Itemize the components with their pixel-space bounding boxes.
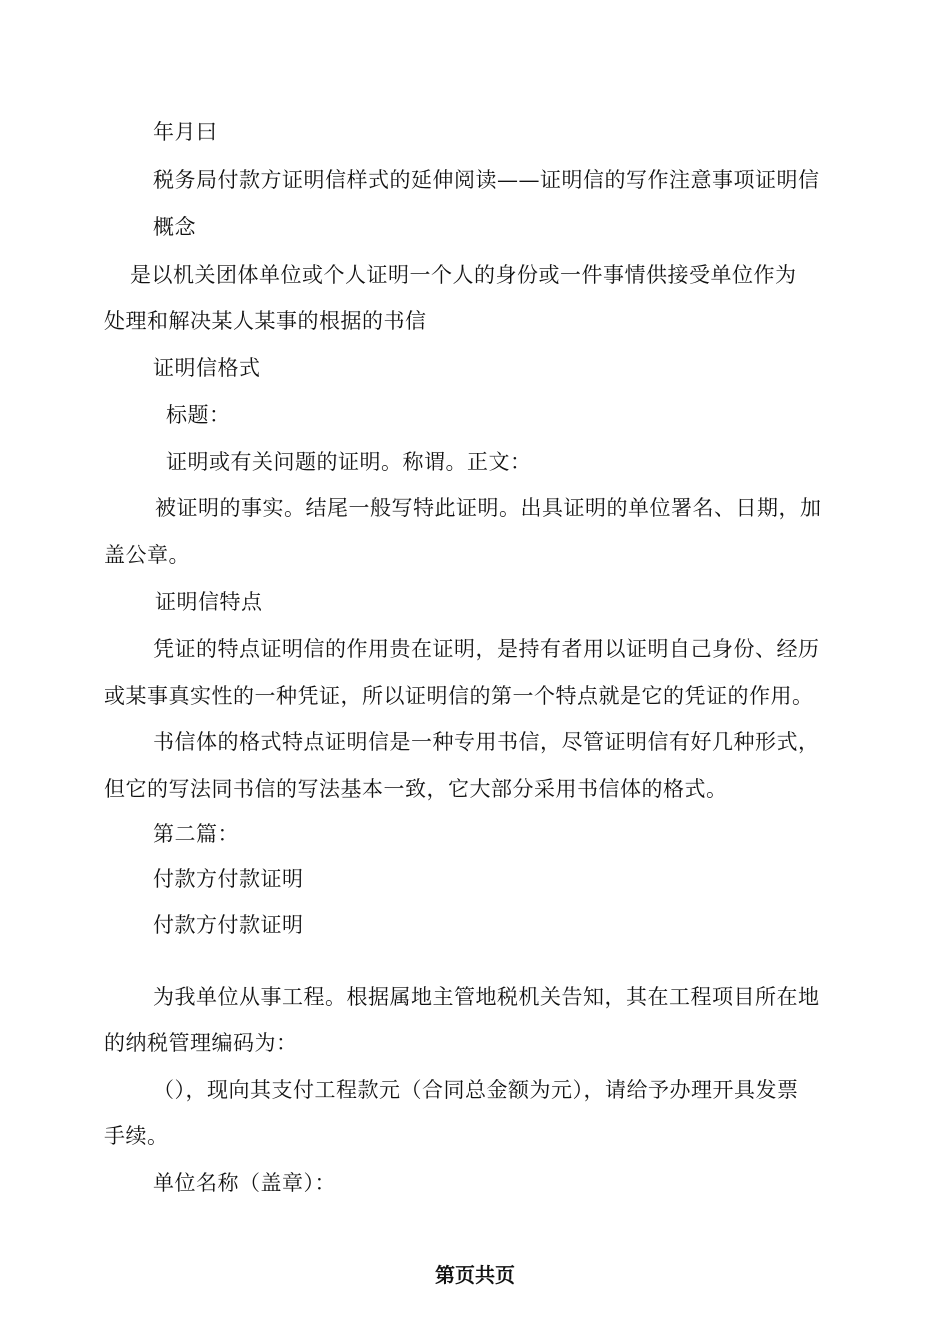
document-title: 付款方付款证明 xyxy=(153,867,304,891)
paragraph-line: 处理和解决某人某事的根据的书信 xyxy=(104,309,427,333)
section-heading: 证明信格式 xyxy=(153,356,261,380)
paragraph-line: 是以机关团体单位或个人证明一个人的身份或一件事情供接受单位作为 xyxy=(130,263,797,287)
paragraph-line: 被证明的事实。结尾一般写特此证明。出具证明的单位署名、日期，加 xyxy=(155,496,822,520)
paragraph-line: 盖公章。 xyxy=(104,543,190,567)
date-line: 年月曰 xyxy=(153,120,218,144)
paragraph-line: （），现向其支付工程款元（合同总金额为元），请给予办理开具发票 xyxy=(153,1078,799,1102)
paragraph-line: 但它的写法同书信的写法基本一致，它大部分采用书信体的格式。 xyxy=(104,777,728,801)
article-title: 税务局付款方证明信样式的延伸阅读——证明信的写作注意事项证明信 xyxy=(153,168,820,192)
paragraph-line: 书信体的格式特点证明信是一种专用书信，尽管证明信有好几种形式， xyxy=(153,730,820,754)
paragraph-line: 证明或有关问题的证明。称谓。正文： xyxy=(166,450,532,474)
paragraph-line: 的纳税管理编码为： xyxy=(104,1031,298,1055)
paragraph-line: 凭证的特点证明信的作用贵在证明，是持有者用以证明自己身份、经历 xyxy=(153,637,820,661)
subheading: 标题： xyxy=(166,403,231,427)
signature-line: 单位名称（盖章）： xyxy=(153,1171,336,1195)
chapter-heading: 第二篇： xyxy=(153,822,239,846)
section-heading: 证明信特点 xyxy=(155,590,263,614)
section-heading: 概念 xyxy=(153,215,196,239)
document-title: 付款方付款证明 xyxy=(153,913,304,937)
paragraph-line: 为我单位从事工程。根据属地主管地税机关告知，其在工程项目所在地 xyxy=(153,985,820,1009)
page-footer: 第页共页 xyxy=(435,1263,515,1287)
paragraph-line: 或某事真实性的一种凭证，所以证明信的第一个特点就是它的凭证的作用。 xyxy=(104,684,814,708)
paragraph-line: 手续。 xyxy=(104,1124,169,1148)
